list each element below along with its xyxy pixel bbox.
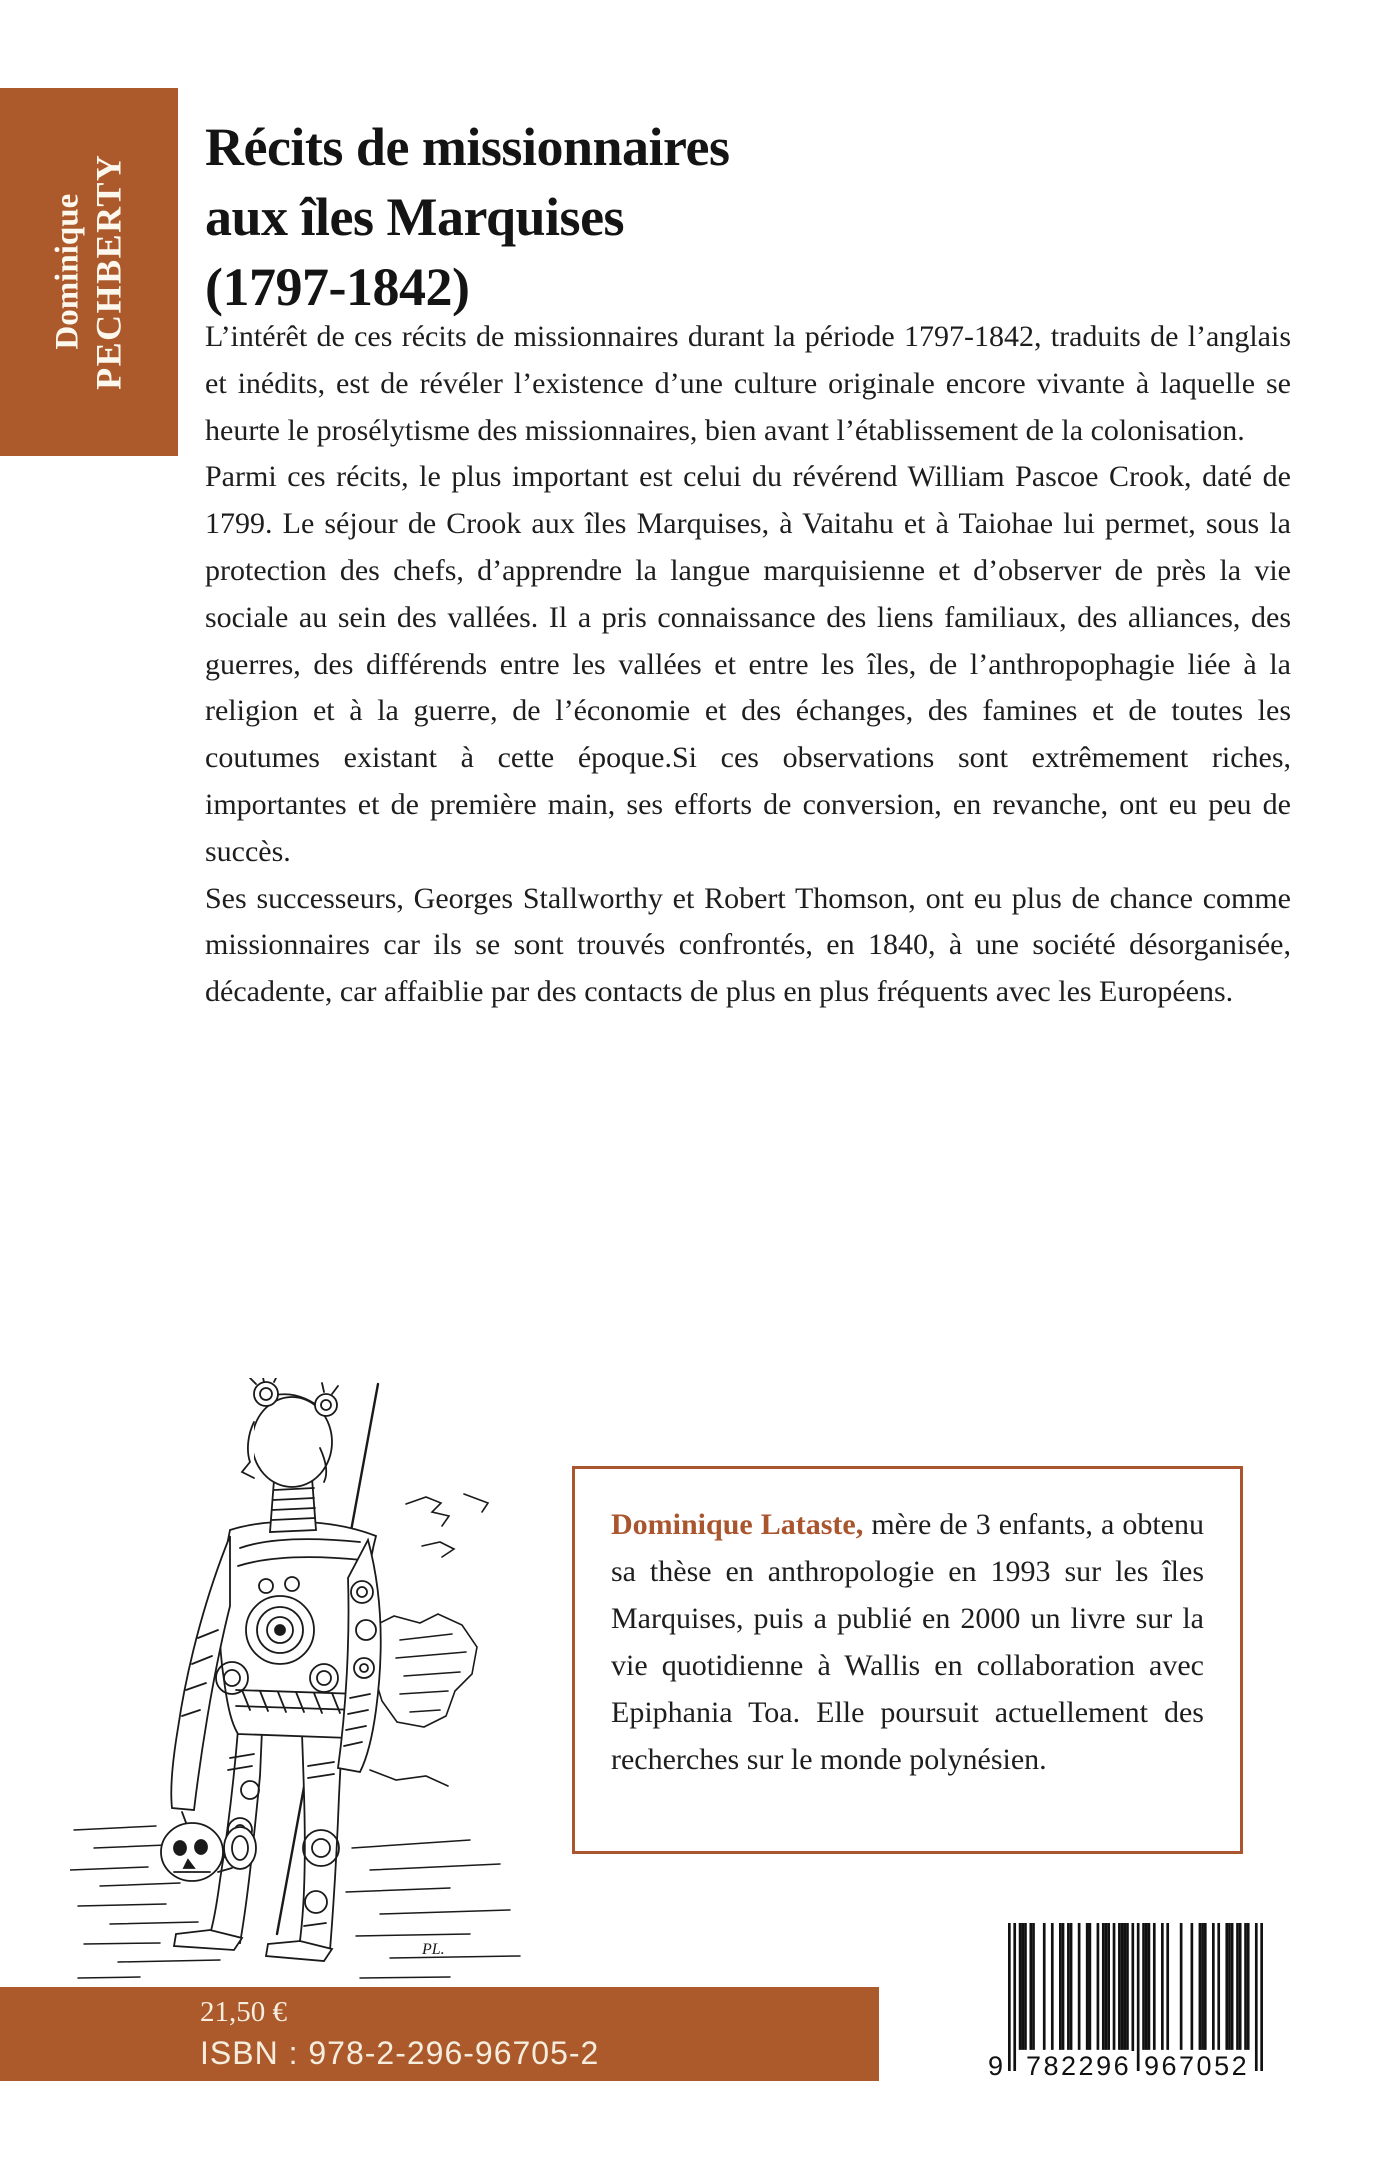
- barcode-digit-lead: 9: [988, 2051, 1004, 2081]
- author-spine-band: [0, 88, 178, 456]
- bio-body-text: mère de 3 enfants, a obtenu sa thèse en anthropologie en 1993 sur les îles Marquises, puis a publié en 2000 un livre sur la vie quotidienne à Wallis en collaboration avec Epiphania Toa. Elle poursuit actuellement des recherches sur le monde polynésien.: [611, 1508, 1204, 1776]
- isbn-label: ISBN : 978-2-296-96705-2: [200, 2035, 600, 2071]
- price-isbn-band: [0, 1987, 879, 2081]
- book-title: [205, 112, 965, 322]
- author-bio-text: [611, 1501, 1204, 1783]
- author-first-name: Dominique: [49, 194, 86, 350]
- warrior-head: [242, 1378, 338, 1532]
- barcode-bars: [1008, 1923, 1263, 2071]
- author-last-name: PECHBERTY: [88, 153, 129, 391]
- book-title-line3: (1797-1842): [205, 257, 470, 317]
- engraver-signature: PL.: [422, 1941, 445, 1958]
- synopsis: [205, 314, 1291, 1016]
- bio-author-name: Dominique Lataste,: [611, 1508, 864, 1541]
- synopsis-paragraph-2: Parmi ces récits, le plus important est celui du révérend William Pascoe Crook, daté de 1799. Le séjour de Crook aux îles Marquises, à Vaitahu et à Taiohae lui permet, sous la protection des chefs, d’apprendre la langue marquisienne et d’observer de près la vie sociale au sein des vallées. Il a pris connaissance des liens familiaux, des alliances, des guerres, des différends entre les vallées et entre les îles, de l’anthropophagie liée à la religion et à la guerre, de l’économie et des échanges, des famines et de toutes les coutumes existant à cette époque.Si ces observations sont extrêmement riches, importantes et de première main, ses efforts de conversion, en revanche, ont eu peu de succès.: [205, 460, 1291, 868]
- book-title-line1: Récits de missionnaires: [205, 117, 730, 177]
- synopsis-paragraph-1: L’intérêt de ces récits de missionnaires durant la période 1797-1842, traduits de l’anglais et inédits, est de révéler l’existence d’une culture originale encore vivante à laquelle se heurte le prosélytisme des missionnaires, bien avant l’établissement de la colonisation.: [205, 320, 1291, 447]
- tattooed-warrior-illustration: [70, 1378, 550, 1992]
- barcode-digit-group1: 782296: [1022, 2051, 1135, 2082]
- barcode: [988, 1923, 1268, 2088]
- barcode-digit-group2: 967052: [1140, 2051, 1253, 2082]
- synopsis-paragraph-3: Ses successeurs, Georges Stallworthy et Robert Thomson, ont eu plus de chance comme missionnaires car ils se sont trouvés confrontés, en 1840, à une société désorganisée, décadente, car affaiblie par des contacts de plus en plus fréquents avec les Européens.: [205, 881, 1291, 1009]
- author-name-rotated: [48, 154, 129, 390]
- price-label: 21,50 €: [200, 1996, 287, 2028]
- book-title-line2: aux îles Marquises: [205, 187, 625, 247]
- island-map-outline: [366, 1494, 488, 1786]
- author-bio-box: [572, 1466, 1243, 1854]
- warrior-engraving-svg: [70, 1378, 550, 1992]
